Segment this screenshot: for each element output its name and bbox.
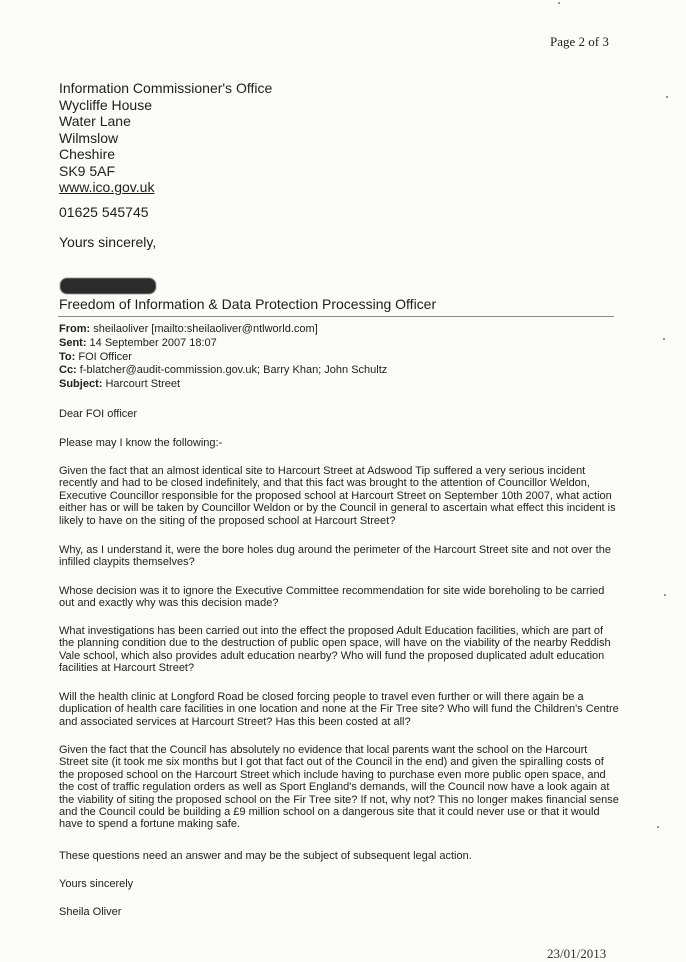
address-line-postcode: SK9 5AF — [59, 162, 116, 179]
to-row — [59, 351, 387, 365]
paragraph-fir-tree: Given the fact that the Council has absolutely no evidence that local parents want the school on the Harcourt Street site (it took me six months but I got that fact out of the Council in the end) and given the spiralling costs of the proposed school on the Harcourt Street which include having to purchase even more public open space, and the cost of traffic regulation orders as well as Sport England's demands, will the Council now have a look again at the viability of siting the proposed school on the Fir Tree site? If not, why not? This no longer makes financial sense and the Council could be building a £9 million school on a dangerous site that it could never use or that it would have to spend a fortune making safe. — [59, 744, 619, 831]
address-line-town: Wilmslow — [59, 129, 119, 146]
paragraph-incident: Given the fact that an almost identical site to Harcourt Street at Adswood Tip suffered a very serious incident recently and had to be closed indefinitely, and that this fact was brought to the attention of Councillor Weldon, Executive Councillor responsible for the proposed school at Harcourt Street on September 10th 2007, what action either has or will be taken by Councillor Weldon or by the Council in general to ascertain what effect this incident is likely to have on the siting of the proposed school at Harcourt Street? — [59, 465, 616, 527]
scan-speck — [666, 96, 668, 98]
address-line-building: Wycliffe House — [59, 96, 152, 113]
phone-number: 01625 545745 — [59, 204, 149, 220]
divider — [58, 316, 614, 317]
from-label: From: — [59, 323, 91, 335]
signoff: Yours sincerely — [59, 878, 134, 890]
job-title: Freedom of Information & Data Protection Processing Officer — [59, 296, 437, 312]
cc-row — [59, 364, 387, 378]
paragraph-adult-education: What investigations has been carried out into the effect the proposed Adult Education facilities, which are part of the planning condition due to the destruction of public open space, will have on the viability of the nearby Reddish Vale school, which also provides adult education nearby? Who will fund the proposed duplicated adult education facilities at Harcourt Street? — [59, 625, 611, 675]
address-line-street: Water Lane — [59, 113, 131, 129]
scan-speck — [558, 2, 560, 4]
sent-label: Sent: — [59, 336, 87, 349]
cc-label: Cc: — [59, 364, 77, 377]
address-block — [59, 80, 272, 196]
greeting: Dear FOI officer — [59, 408, 138, 420]
email-header — [59, 323, 387, 392]
to-value: FOI Officer — [75, 350, 132, 363]
paragraph-decision: Whose decision was it to ignore the Executive Committee recommendation for site wide boreholing to be carried out and exactly why was this decision made? — [59, 585, 605, 610]
scan-speck — [663, 338, 665, 340]
address-line-county: Cheshire — [59, 146, 116, 162]
paragraph-boreholes: Why, as I understand it, were the bore holes dug around the perimeter of the Harcourt Street site and not over the infilled claypits themselves? — [59, 544, 611, 569]
website-link: www.ico.gov.uk — [59, 179, 155, 195]
from-value: sheilaoliver [mailto:sheilaoliver@ntlworld.com] — [90, 323, 318, 335]
from-row — [59, 323, 387, 337]
page-number: Page 2 of 3 — [550, 34, 609, 49]
redacted-name — [60, 278, 156, 294]
scan-speck — [664, 594, 666, 596]
cc-value: f-blatcher@audit-commission.gov.uk; Barry Khan; John Schultz — [76, 364, 388, 377]
intro-line: Please may I know the following:- — [59, 437, 223, 449]
signature: Sheila Oliver — [59, 906, 122, 918]
paragraph-legal: These questions need an answer and may be the subject of subsequent legal action. — [59, 850, 472, 862]
subject-label: Subject: — [59, 378, 103, 391]
sent-row — [59, 337, 387, 351]
scan-speck — [657, 826, 659, 828]
closing-line: Yours sincerely, — [59, 234, 157, 250]
subject-row — [59, 378, 387, 392]
footer-date: 23/01/2013 — [547, 946, 607, 961]
paragraph-health-clinic: Will the health clinic at Longford Road be closed forcing people to travel even further or will there again be a duplication of health care facilities in one location and none at the Fir Tree site? Who will fund the Children's Centre and associated services at Harcourt Street? Has this been costed at all? — [59, 691, 619, 728]
to-label: To: — [59, 350, 76, 363]
sent-value: 14 September 2007 18:07 — [86, 336, 217, 349]
subject-value: Harcourt Street — [102, 378, 181, 391]
address-line-org: Information Commissioner's Office — [59, 80, 273, 96]
